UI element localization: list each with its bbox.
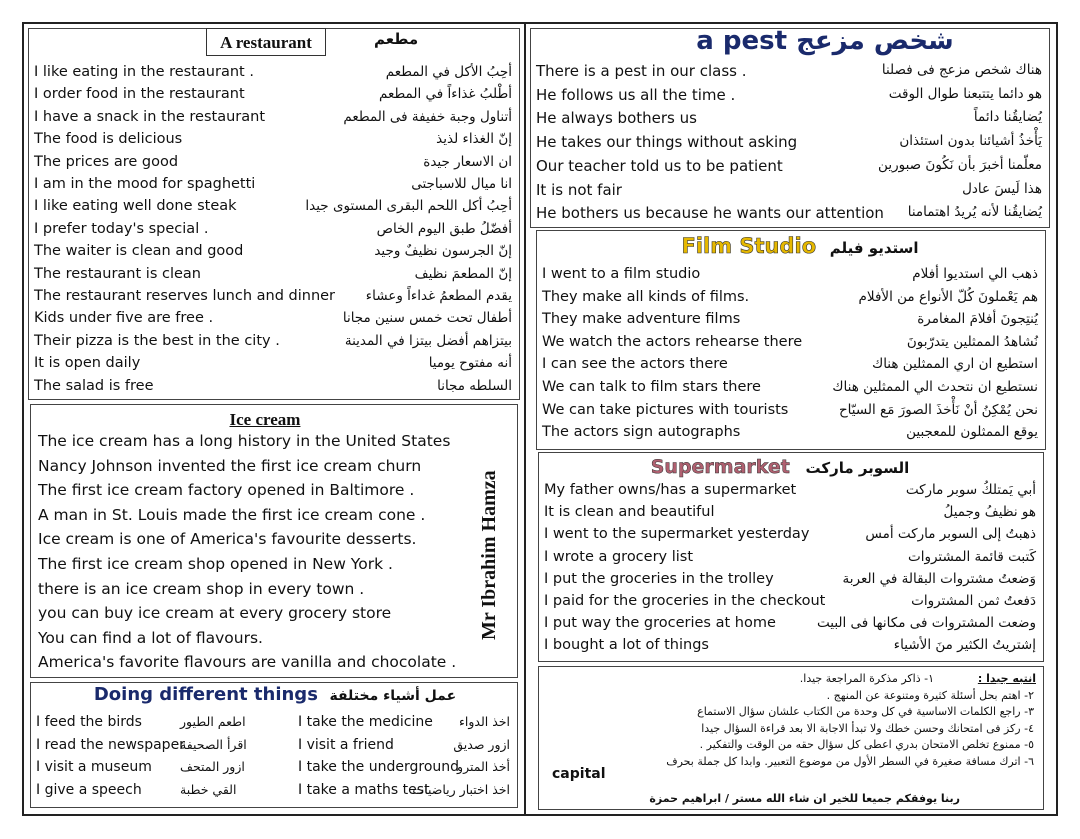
icecream-line: you can buy ice cream at every grocery store (38, 604, 392, 623)
supermarket-row (538, 482, 1044, 504)
different-arabic-text: اطعم الطيور (180, 714, 246, 729)
supermarket-row (538, 615, 1044, 637)
supermarket-english-text: I put the groceries in the trolley (544, 570, 774, 587)
restaurant-english-text: Their pizza is the best in the city . (34, 332, 280, 349)
notes-signoff: ربنا يوفقكم جميعا للخير ان شاء الله مستر / ابراهيم حمزة (649, 792, 960, 805)
pest-row (530, 86, 1050, 108)
different-english-text: I give a speech (36, 781, 142, 798)
supermarket-arabic-text: وَضعتُ مشتروات البقالة في العربة (842, 570, 1036, 587)
restaurant-english-text: I have a snack in the restaurant (34, 108, 266, 125)
film-english-text: We can talk to film stars there (542, 379, 761, 395)
pest-row (530, 157, 1050, 179)
pest-title: a pest شخص مزعج (696, 26, 954, 56)
restaurant-english-text: I order food in the restaurant (34, 86, 245, 103)
notes-line: ٦- اترك مسافة صغيرة في السطر الأول من موضوع التعبير. وابدا كل جملة بحرف (666, 754, 1034, 768)
different-arabic-text: ازور صديق (453, 736, 510, 752)
restaurant-row (28, 266, 520, 288)
restaurant-english-text: The waiter is clean and good (34, 243, 244, 260)
restaurant-arabic-text: أتناول وجبة خفيفة فى المطعم (343, 108, 512, 125)
film-arabic-text: يُنتِجونَ أفلامَ المغامرة (917, 311, 1038, 328)
film-arabic-text: نحن يُمْكِنُ أنْ نَأْخذَ الصورَ مَع السيّاح (838, 401, 1038, 418)
notes-line: ٤- ركز فى امتحانك وحسن خطك ولا تبدأ الاجابة الا بعد قراءة السؤال جيدا (701, 721, 1034, 735)
pest-arabic-text: هناك شخص مزعج فى فصلنا (881, 62, 1042, 78)
restaurant-english-text: I am in the mood for spaghetti (34, 176, 256, 192)
pest-arabic-text: معلّمنا أخبرَ بأن نَكُونَ صبورين (878, 156, 1042, 173)
restaurant-row (28, 221, 520, 243)
film-arabic-text: استطيع ان اري الممثلين هناك (872, 356, 1038, 373)
different-english-text: I take a maths test (298, 781, 430, 798)
pest-arabic-text: يُضايقُنا دائماً (973, 109, 1042, 126)
different-arabic-text: اقرأ الصحيفة (180, 736, 247, 752)
restaurant-english-text: I prefer today's special . (34, 220, 209, 237)
film-arabic-text: نستطيع ان نتحدث الي الممثلين هناك (832, 379, 1038, 395)
restaurant-arabic-text: يقدم المطعمُ غداءاً وعشاء (365, 288, 512, 304)
pest-english-text: It is not fair (536, 180, 622, 199)
different-english-text: I visit a museum (36, 759, 152, 775)
restaurant-row (28, 86, 520, 108)
film-title-arabic: استديو فيلم (829, 239, 919, 257)
supermarket-arabic-text: وضعت المشتروات فى مكانها فى البيت (817, 615, 1036, 632)
notes-line: ١- ذاكر مذكرة المراجعة جيدا. (799, 672, 934, 685)
film-row (536, 266, 1046, 288)
supermarket-arabic-text: إشتريتُ الكثير منَ الأشياء (893, 637, 1036, 654)
pest-arabic-text: هو دائما يتتبعنا طوال الوقت (888, 85, 1042, 102)
restaurant-row (28, 198, 520, 220)
film-arabic-text: ذهب الي استديوا أفلام (912, 266, 1038, 282)
supermarket-row (538, 526, 1044, 548)
restaurant-row (28, 355, 520, 377)
supermarket-english-text: I went to the supermarket yesterday (544, 526, 810, 543)
film-row (536, 424, 1046, 446)
restaurant-row (28, 310, 520, 332)
different-arabic-text: ازور المتحف (180, 759, 245, 774)
author-name: Mr Ibrahim Hamza (478, 470, 500, 640)
film-english-text: They make adventure films (542, 311, 741, 328)
pest-english-text: There is a pest in our class . (536, 62, 747, 80)
supermarket-row (538, 504, 1044, 526)
restaurant-arabic-text: السلطه مجانا (437, 377, 512, 394)
restaurant-arabic-text: أطْلبُ غذاءاً في المطعم (378, 86, 512, 103)
restaurant-arabic-text: أحِبُ الأكل في المطعم (385, 64, 512, 80)
different-title (60, 684, 490, 705)
restaurant-arabic-text: بيتزاهم أفضل بيتزا في المدينة (344, 332, 512, 349)
supermarket-title-arabic: السوبر ماركت (805, 459, 910, 477)
restaurant-row (28, 378, 520, 400)
film-row (536, 356, 1046, 378)
icecream-line: Ice cream is one of America's favourite desserts. (38, 530, 417, 549)
icecream-line: Nancy Johnson invented the first ice cream churn (38, 456, 422, 475)
restaurant-row (28, 333, 520, 355)
different-title-arabic: عمل أشياء مختلفة (329, 688, 457, 704)
film-english-text: We can take pictures with tourists (542, 401, 789, 418)
restaurant-row (28, 154, 520, 176)
different-row (30, 759, 518, 781)
film-title (600, 234, 1000, 258)
pest-row (530, 133, 1050, 155)
restaurant-row (28, 131, 520, 153)
different-arabic-text: أخذ المترو (457, 759, 510, 774)
icecream-line: The ice cream has a long history in the United States (38, 432, 451, 450)
different-english-text: I take the underground (298, 759, 460, 775)
different-row (30, 737, 518, 759)
restaurant-arabic-text: أحِبُ أكل اللحم البقرى المستوى جيدا (305, 198, 512, 215)
restaurant-arabic-text: ان الاسعار جيدة (423, 153, 512, 170)
restaurant-english-text: The restaurant reserves lunch and dinner (34, 288, 336, 304)
restaurant-arabic-text: أطفال تحت خمس سنين مجانا (342, 310, 512, 327)
restaurant-row (28, 109, 520, 131)
restaurant-row (28, 64, 520, 86)
different-arabic-text: القي خطبة (180, 781, 237, 797)
different-title-english: Doing different things (93, 684, 318, 705)
icecream-line: A man in St. Louis made the first ice cream cone . (38, 505, 426, 524)
supermarket-english-text: My father owns/has a supermarket (544, 482, 797, 498)
different-english-text: I take the medicine (298, 714, 433, 730)
supermarket-title-english: Supermarket (650, 456, 790, 478)
notes-heading: انتبه جيدا : (977, 672, 1036, 685)
icecream-line: You can find a lot of flavours. (38, 628, 263, 647)
icecream-line: America's favorite flavours are vanilla and chocolate . (38, 653, 457, 672)
supermarket-english-text: I put way the groceries at home (544, 615, 776, 632)
icecream-line: there is an ice cream shop in every town . (38, 579, 365, 598)
icecream-title: Ice cream (229, 410, 301, 429)
supermarket-arabic-text: أبي يَمتلكُ سوبر ماركت (905, 482, 1036, 498)
notes-line: ٢- اهتم بحل أسئلة كثيرة ومتنوعة عن المنهج . (826, 688, 1034, 702)
restaurant-arabic-text: أفضّلُ طبق اليوم الخاص (376, 220, 512, 237)
film-row (536, 402, 1046, 424)
supermarket-english-text: I paid for the groceries in the checkout (544, 593, 826, 609)
supermarket-arabic-text: كَتبت قائمة المشتروات (908, 548, 1036, 565)
pest-arabic-text: يُضايقُنا لأنه يُريدُ اهتمامنا (907, 204, 1042, 221)
supermarket-english-text: I wrote a grocery list (544, 548, 694, 565)
supermarket-arabic-text: هو نظيفُ وجميلُ (943, 504, 1036, 521)
restaurant-row (28, 243, 520, 265)
different-arabic-text: اخذ اختبار رياضيات (412, 781, 510, 797)
pest-row (530, 109, 1050, 131)
restaurant-row (28, 288, 520, 310)
pest-english-text: He takes our things without asking (536, 133, 798, 152)
film-english-text: The actors sign autographs (542, 424, 741, 441)
restaurant-english-text: It is open daily (34, 355, 141, 372)
film-row (536, 311, 1046, 333)
restaurant-arabic-text: إنّ المطعمَ نظيف (414, 265, 512, 282)
film-row (536, 334, 1046, 356)
film-english-text: They make all kinds of films. (542, 288, 750, 305)
film-arabic-text: هم يَعْملونَ كُلّ الأنواع من الأفلام (858, 288, 1038, 305)
different-arabic-text: اخذ الدواء (459, 714, 510, 729)
restaurant-title: A restaurant (206, 28, 326, 56)
pest-english-text: He bothers us because he wants our attention (536, 204, 884, 223)
restaurant-arabic-text: أنه مفتوح يوميا (428, 355, 512, 372)
film-english-text: We watch the actors rehearse there (542, 333, 803, 350)
restaurant-row (28, 176, 520, 198)
film-english-text: I can see the actors there (542, 356, 728, 373)
notes-line: ٥- ممنوع تخلص الامتحان بدري اعطى كل سؤال حقه من الوقت والتفكير . (699, 738, 1034, 751)
restaurant-english-text: The restaurant is clean (34, 265, 201, 282)
notes-line: ٣- راجع الكلمات الاساسية في كل وحدة من الكتاب علشان سؤال الاستماع (697, 705, 1034, 718)
pest-row (530, 181, 1050, 203)
film-english-text: I went to a film studio (542, 266, 701, 282)
different-english-text: I feed the birds (36, 714, 142, 730)
different-row (30, 782, 518, 804)
film-row (536, 379, 1046, 401)
restaurant-english-text: Kids under five are free . (34, 310, 214, 327)
different-english-text: I read the newspaper (36, 736, 185, 753)
supermarket-row (538, 549, 1044, 571)
restaurant-english-text: I like eating well done steak (34, 198, 237, 215)
pest-english-text: He always bothers us (536, 109, 697, 128)
film-row (536, 289, 1046, 311)
film-arabic-text: نُشاهدُ الممثلين يتدرّبونَ (906, 333, 1038, 350)
restaurant-english-text: The prices are good (34, 153, 179, 170)
supermarket-row (538, 571, 1044, 593)
icecream-line: The first ice cream shop opened in New York . (38, 555, 393, 573)
restaurant-english-text: The food is delicious (34, 131, 183, 148)
column-divider (524, 22, 526, 816)
restaurant-arabic-text: إنّ الغذاء لذيذ (436, 131, 512, 148)
supermarket-english-text: I bought a lot of things (544, 637, 709, 654)
restaurant-english-text: The salad is free (34, 377, 154, 394)
pest-arabic-text: هذا لَيسَ عادل (962, 180, 1042, 197)
film-arabic-text: يوقع الممثلون للمعجبين (906, 424, 1038, 441)
pest-row (530, 204, 1050, 226)
supermarket-english-text: It is clean and beautiful (544, 504, 715, 521)
supermarket-row (538, 637, 1044, 659)
notes-rows (538, 672, 1044, 792)
pest-english-text: He follows us all the time . (536, 85, 736, 104)
pest-english-text: Our teacher told us to be patient (536, 156, 783, 175)
different-english-text: I visit a friend (298, 736, 394, 753)
icecream-line: The first ice cream factory opened in Baltimore . (38, 481, 415, 500)
different-row (30, 714, 518, 736)
restaurant-arabic-text: إنّ الجرسون نظيفٌ وجيد (374, 243, 512, 260)
notes-capital-word: capital (552, 766, 606, 782)
film-title-english: Film Studio (681, 234, 817, 258)
supermarket-title (580, 456, 980, 478)
supermarket-row (538, 593, 1044, 615)
pest-arabic-text: يَأْخذُ أشيائنا بدون استئذان (899, 133, 1042, 150)
supermarket-arabic-text: دَفعتُ ثمن المشتروات (911, 593, 1036, 609)
restaurant-arabic-text: انا ميال للاسباجتى (411, 176, 512, 192)
supermarket-arabic-text: ذهبتُ إلى السوبر ماركت أمس (865, 526, 1036, 543)
restaurant-title-arabic: مطعم (374, 30, 419, 48)
pest-row (530, 62, 1050, 84)
restaurant-english-text: I like eating in the restaurant . (34, 64, 254, 80)
